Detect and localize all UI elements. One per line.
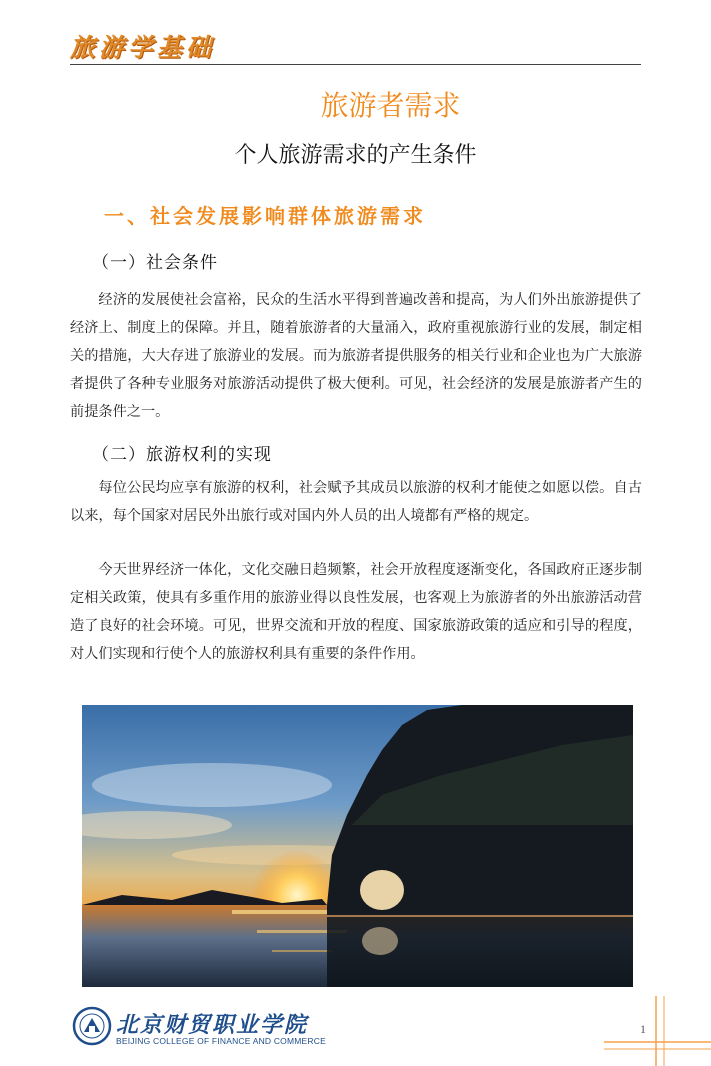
paragraph-travel-rights-2: 今天世界经济一体化，文化交融日趋频繁，社会开放程度逐渐变化，各国政府正逐步制定相关政策，使具有多重作用的旅游业得以良性发展，也客观上为旅游者的外出旅游活动营造了良好的社会环境。可见，世界交流和开放的程度、国家旅游政策的适应和引导的程度，对人们实现和行使个人的旅游权利具有重要的条件作用。 [70,562,642,662]
paragraph-travel-rights-1: 每位公民均应享有旅游的权利，社会赋予其成员以旅游的权利才能使之如愿以偿。自古以来，每个国家对居民外出旅行或对国内外人员的出人境都有严格的规定。 [70,480,642,524]
college-name: 北京财贸职业学院 [116,1012,309,1038]
page-number: 1 [640,1022,646,1036]
section-heading: 一、社会发展影响群体旅游需求 [104,204,426,228]
landscape-photo [82,705,633,987]
document-title: 旅游者需求 [320,89,461,122]
subsection-heading-travel-rights: （二）旅游权利的实现 [92,445,272,465]
document-subtitle: 个人旅游需求的产生条件 [234,143,477,168]
subsection-heading-social-conditions: （一）社会条件 [92,253,218,273]
corner-decoration [604,996,711,1066]
paragraph-social-conditions: 经济的发展使社会富裕，民众的生活水平得到普遍改善和提高，为人们外出旅游提供了经济上、制度上的保障。并且，随着旅游者的大量涌入，政府重视旅游行业的发展，制定相关的措施，大大存进了旅游业的发展。而为旅游者提供服务的相关行业和企业也为广大旅游者提供了各种专业服务对旅游活动提供了极大便利。可见，社会经济的发展是旅游者产生的前提条件之一。 [70,292,642,420]
college-logo [72,1006,112,1046]
header-divider [70,64,641,65]
page-header-title: 旅游学基础 [70,33,216,62]
college-name-english: BEIJING COLLEGE OF FINANCE AND COMMERCE [116,1036,326,1046]
